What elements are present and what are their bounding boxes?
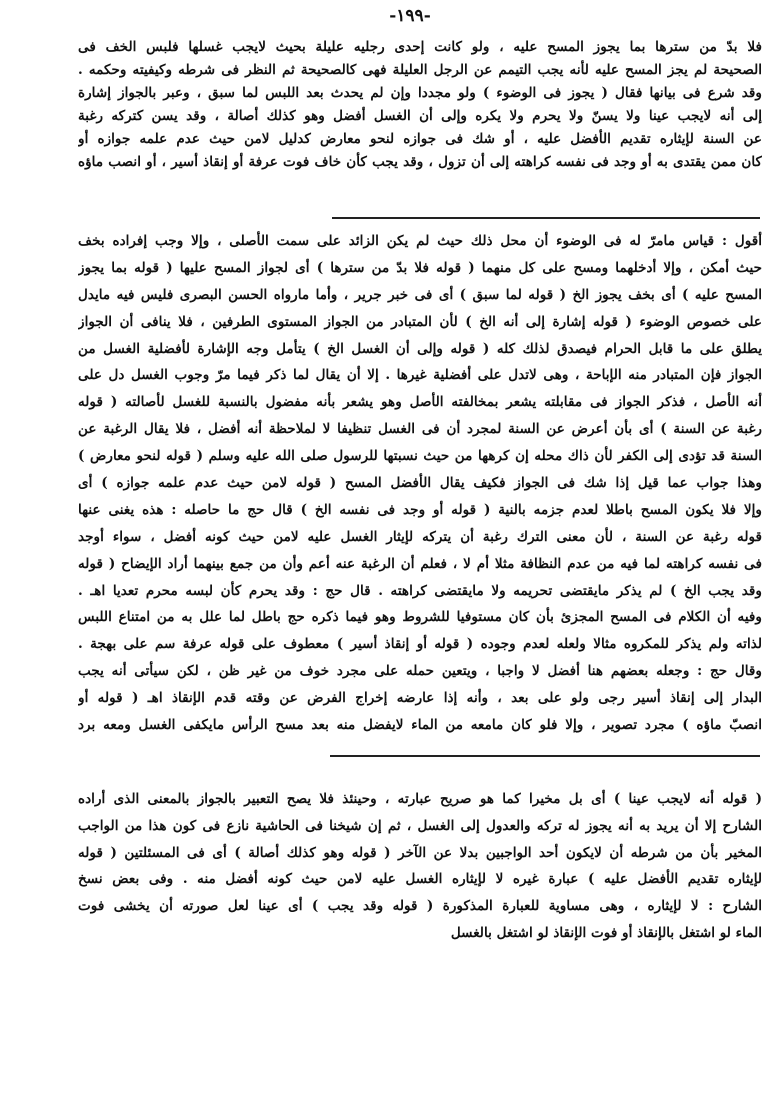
text-line: لإيثاره تقديم الأفضل عليه ) عبارة غيره لا لإيثاره الغسل عليه لامن حيث كونه أفضل منه . وفى بعض نسخ: [78, 871, 762, 888]
text-line: أنه الأصل ، فذكر الجواز فى مقابلته يشعر بمخالفته الأصل وهو يشعر بأنه مفضول بالنسبة للغسل لأصالته ( قوله: [78, 394, 762, 411]
text-line: وقال حج : وجعله بعضهم هنا أفضل لا واجبا ، ويتعين حمله على مجرد خوف من غير ظن ، لكن سيأتى أنه يجب: [78, 663, 762, 680]
text-line: كان ممن يقتدى به أو وجد فى نفسه كراهته إلى أن تزول ، وقد يجب كأن خاف فوت عرفة أو إنقاذ أسير ، أو انصب ماؤه: [78, 154, 762, 170]
text-line: وهذا جواب عما قيل إذا شك فى الجواز فكيف يقال الأفضل المسح ( قوله لامن حيث عدم علمه جوازه ) أى: [78, 475, 762, 492]
text-line: فى نفسه كراهته لما فيه من عدم النظافة مثلا أم لا ، فعلم أن الرغبة عنه أعم وأن من جمع بينهما أراد الإيضاح ( قوله: [78, 555, 762, 572]
text-line: البدار إلى إنقاذ أسير رجى ولو على بعد ، وأنه إذا عارضه إخراج الفرض عن وقته قدم الإنقاذ اهـ ( قوله أو: [78, 690, 762, 707]
footnote-2: [78, 786, 762, 947]
text-line: يطلق على ما قابل الحرام فيصدق لذلك كله ( قوله وإلى أن الغسل الخ ) يتأمل وجه الإشارة لأفضلية الغسل من: [78, 340, 762, 357]
text-line: على خصوص الوضوء ( قوله إشارة إلى أنه الخ ) لأن المتبادر من الجواز المستوى الطرفين ، فلا ينافى أن الجواز: [78, 313, 762, 330]
text-line: وفيه أن الكلام فى المسح المجزئ بأن كان مستوفيا للشروط وهو فيما ذكره حج باطل لما علل به من امتناع اللبس: [78, 609, 762, 626]
text-line: وقد يجب الخ ) لم يذكر مايقتضى تحريمه ولا مايقتضى كراهته . قال حج : وقد يحرم كأن لبسه محرم تعديا اهـ .: [78, 582, 762, 599]
text-line: الشارح : لا لإيثاره ، وهى مساوية للعبارة المذكورة ( قوله وقد يجب ) أى عينا لعل صورته أن يخشى فوت: [78, 898, 762, 915]
text-line: وقد شرع فى بيانها فقال ( يجوز فى الوضوء ) ولو مجددا وإن لم يحدث بعد اللبس لما سبق ، وعبر بالجواز إشارة: [78, 85, 762, 101]
main-text: [78, 36, 762, 174]
text-line: رغبة عن السنة ) أى بأن أعرض عن السنة لمجرد أن فى الغسل تنظيفا لا لملاحظة أنه أفضل ، فلا يقال الرغبة عن: [78, 421, 762, 438]
text-line: الصحيحة لم يجز المسح عليه لأنه يجب التيمم عن الرجل العليلة فهى كالصحيحة ثم النظر فى شرطه وكيفيته وحكمه .: [78, 62, 762, 78]
text-line: فلا بدّ من سترها بما يجوز المسح عليه ، ولو كانت إحدى رجليه عليلة بحيث لايجب غسلها فلبس الخف فى: [78, 39, 762, 55]
text-line: ( قوله أنه لايجب عينا ) أى بل مخيرا كما هو صريح عبارته ، وحينئذ فلا يصح التعبير بالجواز بالمعنى الذى أراده: [78, 791, 762, 807]
text-line: انصبّ ماؤه ) مجرد تصوير ، وإلا فلو كان مامعه من الماء لايفضل منه بعد مسح الرأس مايكفى الغسل ومعه برد: [78, 717, 762, 734]
text-line: حيث أمكن ، وإلا أدخلهما ومسح على كل منهما ( قوله فلا بدّ من سترها ) أى لجواز المسح عليها ( قوله بما يجوز: [78, 259, 762, 276]
text-line: السنة قد تؤدى إلى الكفر لأن ذاك محله إن كرهها من حيث نسبتها للرسول صلى الله عليه وسلم ( قوله لنحو معارض ): [78, 448, 762, 465]
text-line: عن السنة لإيثاره تقديم الأفضل عليه ، أو شك فى جوازه لنحو معارض كدليل لامن حيث عدم علمه جوازه أو: [78, 131, 762, 147]
footnote-divider-2: [330, 755, 760, 757]
footnote-1: [78, 228, 762, 739]
text-line: المخير بأن من شرطه أن لايكون أحد الواجبين بدلا عن الآخر ( قوله وهو كذلك أصالة ) أى فى المسئلتين ( قوله: [78, 844, 762, 861]
text-line: الشارح إلا أن يريد به أنه يجوز له تركه والعدول إلى الغسل ، ثم إن شيخنا فى الحاشية نازع فى كون هذا من الواجب: [78, 817, 762, 834]
text-line: لذاته ولم يذكر للمكروه مثالا ولعله لعدم وجوده ( قوله أو إنقاذ أسير ) معطوف على قوله عرفة سم على بهجة .: [78, 636, 762, 653]
text-line: قوله رغبة عن السنة ، لأن معنى الترك رغبة أن يتركه لإيثار الغسل عليه لامن حيث كونه أفضل ، سواء أوجد: [78, 528, 762, 545]
text-line: أقول : قياس مامرّ له فى الوضوء أن محل ذلك حيث لم يكن الزائد على سمت الأصلى ، وإلا وجب إفراده بخف: [78, 233, 762, 249]
text-line: إلى أنه لايجب عينا ولا يسنّ ولا يحرم ولا يكره وإلى أن الغسل أفضل وهو كذلك أصالة ، وقد يسن كتركه رغبة: [78, 108, 762, 124]
text-line: وإلا فلا يكون المسح باطلا لعدم جزمه بالنية ( قوله أو وجد فى نفسه الخ ) قال حج ما حاصله : هذه يغنى عنها: [78, 501, 762, 518]
footnote-divider-1: [332, 217, 760, 219]
text-line: الجواز فإن المتبادر منه الإباحة ، وهى لاتدل على أفضلية غيرها . إلا أن يقال لما ذكر فيما مرّ وجوب الغسل دل على: [78, 367, 762, 384]
page-number: -١٩٩-: [389, 6, 431, 26]
text-line: الماء لو اشتغل بالإنقاذ أو فوت الإنقاذ لو اشتغل بالغسل: [450, 924, 762, 941]
text-line: المسح عليه ) أى بخف يجوز الخ ( قوله لما سبق ) أى فى خبر جرير ، وأما مارواه الحسن البصرى فليس فيه مايدل: [78, 286, 762, 303]
